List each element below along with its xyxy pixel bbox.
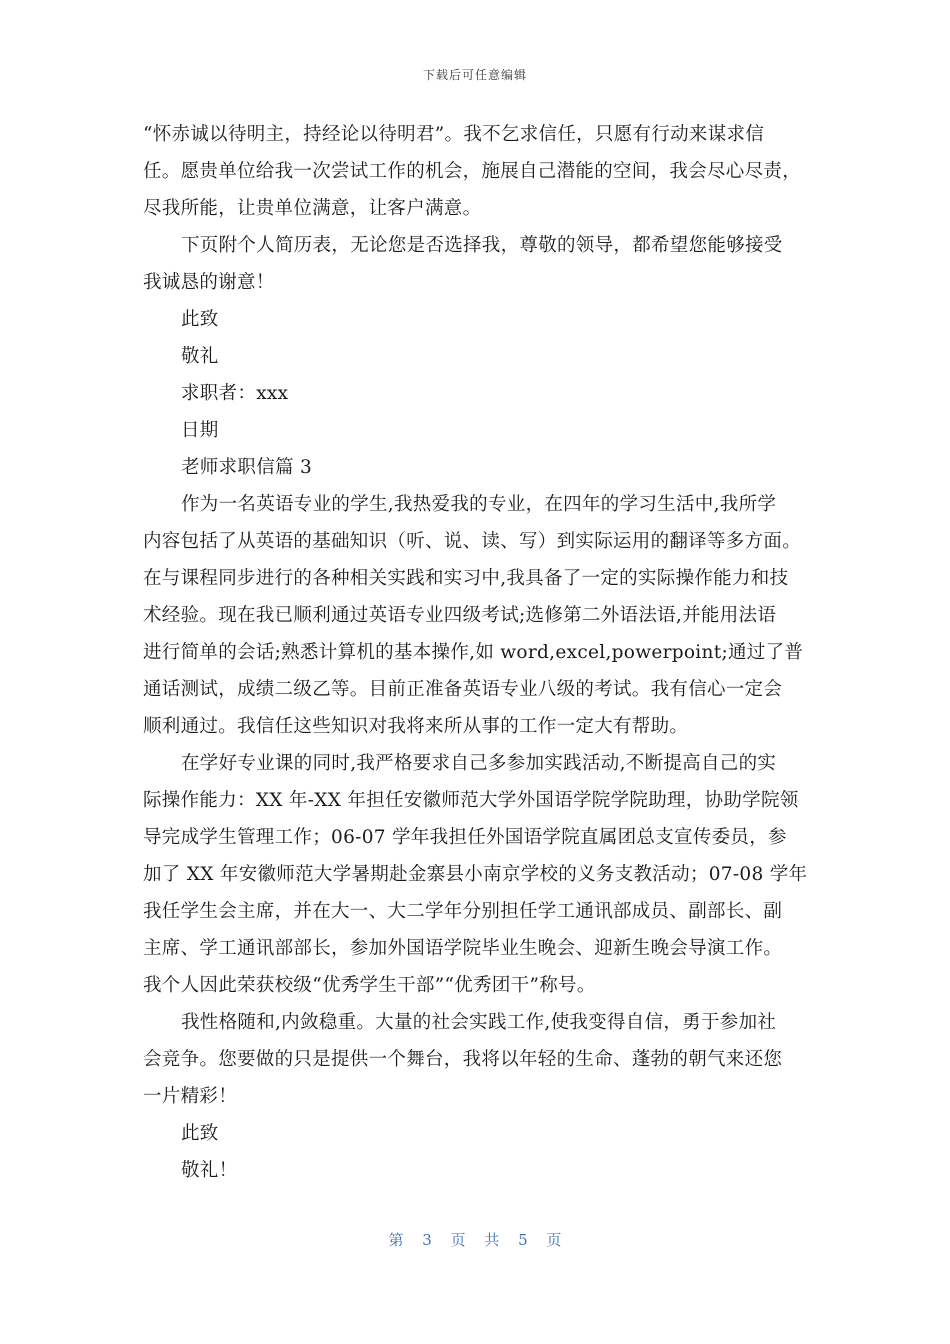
text-line: 顺利通过。我信任这些知识对我将来所从事的工作一定大有帮助。 [143, 716, 689, 737]
text-line: 主席、学工通讯部部长，参加外国语学院毕业生晚会、迎新生晚会导演工作。 [143, 938, 783, 959]
text-line: 此致 [181, 309, 219, 330]
paragraph [143, 1152, 811, 1189]
paragraph [143, 486, 811, 745]
text-line: 内容包括了从英语的基础知识（听、说、读、写）到实际运用的翻译等多方面。 [143, 531, 802, 552]
text-line: 加了 XX 年安徽师范大学暑期赴金寨县小南京学校的义务支教活动；07-08 学年 [143, 864, 808, 885]
text-line: 敬礼 [181, 346, 219, 367]
text-line: 际操作能力：XX 年-XX 年担任安徽师范大学外国语学院学院助理，协助学院领 [143, 790, 799, 811]
text-line: 我任学生会主席，并在大一、大二学年分别担任学工通讯部成员、副部长、副 [143, 901, 783, 922]
text-line: 会竞争。您要做的只是提供一个舞台，我将以年轻的生命、蓬勃的朝气来还您 [143, 1049, 783, 1070]
text-line: 日期 [181, 420, 219, 441]
paragraph [143, 301, 811, 338]
page-footer-page-number: 第 3 页 共 5 页 [388, 1231, 562, 1249]
paragraph [143, 227, 811, 301]
text-line: “怀赤诚以待明主，持经论以待明君”。我不乞求信任，只愿有行动来谋求信 [143, 124, 765, 145]
text-line: 尽我所能，让贵单位满意，让客户满意。 [143, 198, 482, 219]
text-line: 我诚恳的谢意！ [143, 272, 275, 293]
text-line: 下页附个人简历表，无论您是否选择我，尊敬的领导，都希望您能够接受 [181, 235, 783, 256]
paragraph [143, 1004, 811, 1115]
text-line: 术经验。现在我已顺利通过英语专业四级考试;选修第二外语法语,并能用法语 [143, 605, 777, 626]
page-header: 下载后可任意编辑 [422, 68, 527, 82]
text-line: 进行简单的会话;熟悉计算机的基本操作,如 word,excel,powerpoint;通过了普 [143, 642, 804, 663]
paragraph [143, 375, 811, 412]
paragraph [143, 745, 811, 1004]
text-line: 敬礼！ [181, 1160, 238, 1181]
paragraph [143, 412, 811, 449]
text-line: 我性格随和,内敛稳重。大量的社会实践工作,使我变得自信，勇于参加社 [181, 1012, 777, 1033]
document-body [143, 116, 811, 1189]
paragraph [143, 1115, 811, 1152]
text-line: 一片精彩！ [143, 1086, 238, 1107]
paragraph [143, 116, 811, 227]
text-line: 通话测试，成绩二级乙等。目前正准备英语专业八级的考试。我有信心一定会 [143, 679, 783, 700]
text-line: 老师求职信篇 3 [181, 457, 313, 478]
text-line: 在与课程同步进行的各种相关实践和实习中,我具备了一定的实际操作能力和技 [143, 568, 789, 589]
paragraph [143, 449, 811, 486]
text-line: 在学好专业课的同时,我严格要求自己多参加实践活动,不断提高自己的实 [181, 753, 777, 774]
text-line: 求职者：xxx [181, 383, 289, 404]
text-line: 此致 [181, 1123, 219, 1144]
paragraph [143, 338, 811, 375]
text-line: 导完成学生管理工作；06-07 学年我担任外国语学院直属团总支宣传委员，参 [143, 827, 787, 848]
text-line: 任。愿贵单位给我一次尝试工作的机会，施展自己潜能的空间，我会尽心尽责， [143, 161, 802, 182]
text-line: 我个人因此荣获校级“优秀学生干部”“优秀团干”称号。 [143, 975, 596, 996]
text-line: 作为一名英语专业的学生,我热爱我的专业，在四年的学习生活中,我所学 [181, 494, 777, 515]
